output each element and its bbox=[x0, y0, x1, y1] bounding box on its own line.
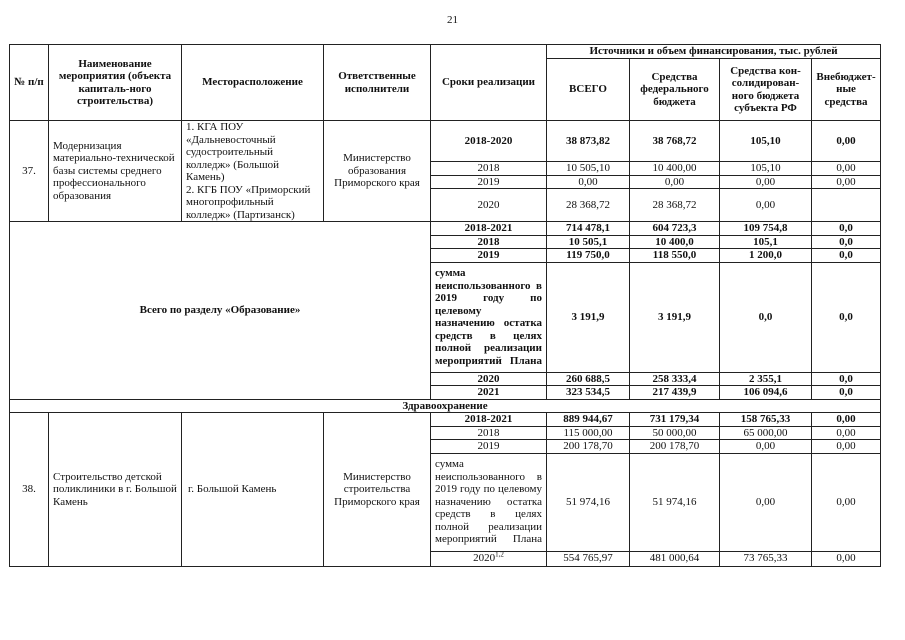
col-header-terms: Сроки реализации bbox=[431, 45, 547, 121]
regional-cell: 109 754,8 bbox=[720, 222, 812, 236]
total-cell: 119 750,0 bbox=[547, 249, 630, 263]
regional-cell: 0,00 bbox=[720, 453, 812, 551]
term-cell: сумма неиспользованного в 2019 году по целевому назначению остатка средств в целях полной реализации мероприятий Плана bbox=[431, 453, 547, 551]
regional-cell: 106 094,6 bbox=[720, 386, 812, 400]
regional-cell: 158 765,33 bbox=[720, 413, 812, 427]
federal-cell: 3 191,9 bbox=[630, 262, 720, 372]
measure-name: Модернизация материально-технической базы системы среднего профессионального образования bbox=[49, 121, 182, 222]
offbudget-cell: 0,0 bbox=[812, 386, 881, 400]
term-cell: 2018-2021 bbox=[431, 222, 547, 236]
term-cell: 2020 bbox=[431, 372, 547, 386]
term-cell: 2018-2020 bbox=[431, 121, 547, 162]
term-cell: 2020 bbox=[431, 189, 547, 222]
term-text: 2020 bbox=[473, 552, 496, 565]
header-row bbox=[10, 45, 881, 59]
term-cell: сумма неиспользованного в 2019 году по целевому назначению остатка средств в целях полной реализации мероприятий Плана bbox=[431, 262, 547, 372]
total-cell: 0,00 bbox=[547, 175, 630, 189]
col-header-executors: Ответственные исполнители bbox=[324, 45, 431, 121]
regional-cell: 105,10 bbox=[720, 161, 812, 175]
regional-cell: 73 765,33 bbox=[720, 551, 812, 566]
table-row bbox=[10, 121, 881, 162]
federal-cell: 10 400,0 bbox=[630, 235, 720, 249]
regional-cell: 105,1 bbox=[720, 235, 812, 249]
total-cell: 28 368,72 bbox=[547, 189, 630, 222]
measure-location: г. Большой Камень bbox=[182, 413, 324, 567]
regional-cell: 0,00 bbox=[720, 175, 812, 189]
section-heading: Здравоохранение bbox=[10, 399, 881, 413]
col-header-regional: Средства кон-солидирован-ного бюджета субъекта РФ bbox=[720, 59, 812, 121]
col-header-name: Наименование мероприятия (объекта капиталь-ного строительства) bbox=[49, 45, 182, 121]
offbudget-cell: 0,0 bbox=[812, 235, 881, 249]
measure-name: Строительство детской поликлиники в г. Большой Камень bbox=[49, 413, 182, 567]
section-total-label: Всего по разделу «Образование» bbox=[10, 222, 431, 400]
federal-cell: 258 333,4 bbox=[630, 372, 720, 386]
offbudget-cell: 0,00 bbox=[812, 175, 881, 189]
row-num: 38. bbox=[10, 413, 49, 567]
term-cell: 2019 bbox=[431, 249, 547, 263]
term-cell: 2019 bbox=[431, 440, 547, 454]
section-heading-row bbox=[10, 399, 881, 413]
total-cell: 38 873,82 bbox=[547, 121, 630, 162]
total-cell: 10 505,10 bbox=[547, 161, 630, 175]
total-cell: 889 944,67 bbox=[547, 413, 630, 427]
federal-cell: 604 723,3 bbox=[630, 222, 720, 236]
regional-cell: 1 200,0 bbox=[720, 249, 812, 263]
federal-cell: 38 768,72 bbox=[630, 121, 720, 162]
total-cell: 115 000,00 bbox=[547, 426, 630, 440]
table-row bbox=[10, 222, 881, 236]
offbudget-cell: 0,00 bbox=[812, 453, 881, 551]
federal-cell: 200 178,70 bbox=[630, 440, 720, 454]
col-header-federal: Средства федерального бюджета bbox=[630, 59, 720, 121]
regional-cell: 65 000,00 bbox=[720, 426, 812, 440]
regional-cell: 0,0 bbox=[720, 262, 812, 372]
offbudget-cell: 0,00 bbox=[812, 440, 881, 454]
col-header-sources: Источники и объем финансирования, тыс. рублей bbox=[547, 45, 881, 59]
offbudget-cell: 0,0 bbox=[812, 222, 881, 236]
col-header-location: Месторасположение bbox=[182, 45, 324, 121]
page-number: 21 bbox=[447, 14, 458, 26]
total-cell: 3 191,9 bbox=[547, 262, 630, 372]
offbudget-cell bbox=[812, 189, 881, 222]
col-header-offbudget: Внебюджет-ные средства bbox=[812, 59, 881, 121]
regional-cell: 105,10 bbox=[720, 121, 812, 162]
total-cell: 200 178,70 bbox=[547, 440, 630, 454]
offbudget-cell: 0,0 bbox=[812, 262, 881, 372]
term-footnote-ref: 1,2 bbox=[495, 551, 504, 559]
federal-cell: 118 550,0 bbox=[630, 249, 720, 263]
offbudget-cell: 0,00 bbox=[812, 426, 881, 440]
offbudget-cell: 0,00 bbox=[812, 161, 881, 175]
term-cell: 2018 bbox=[431, 161, 547, 175]
term-cell: 2021 bbox=[431, 386, 547, 400]
total-cell: 51 974,16 bbox=[547, 453, 630, 551]
federal-cell: 481 000,64 bbox=[630, 551, 720, 566]
total-cell: 554 765,97 bbox=[547, 551, 630, 566]
measure-executor: Министерство образования Приморского края bbox=[324, 121, 431, 222]
measure-location: 1. КГА ПОУ «Дальневосточный судостроительный колледж» (Большой Камень) 2. КГБ ПОУ «Приморский многопрофильный колледж» (Партизанск) bbox=[182, 121, 324, 222]
regional-cell: 2 355,1 bbox=[720, 372, 812, 386]
federal-cell: 10 400,00 bbox=[630, 161, 720, 175]
term-cell: 2018-2021 bbox=[431, 413, 547, 427]
term-cell: 2018 bbox=[431, 235, 547, 249]
term-cell: 2018 bbox=[431, 426, 547, 440]
offbudget-cell: 0,0 bbox=[812, 372, 881, 386]
federal-cell: 28 368,72 bbox=[630, 189, 720, 222]
term-cell bbox=[431, 551, 547, 566]
federal-cell: 217 439,9 bbox=[630, 386, 720, 400]
federal-cell: 0,00 bbox=[630, 175, 720, 189]
financing-table bbox=[9, 44, 881, 567]
total-cell: 10 505,1 bbox=[547, 235, 630, 249]
offbudget-cell: 0,00 bbox=[812, 121, 881, 162]
offbudget-cell: 0,0 bbox=[812, 249, 881, 263]
row-num: 37. bbox=[10, 121, 49, 222]
federal-cell: 50 000,00 bbox=[630, 426, 720, 440]
regional-cell: 0,00 bbox=[720, 440, 812, 454]
federal-cell: 731 179,34 bbox=[630, 413, 720, 427]
total-cell: 323 534,5 bbox=[547, 386, 630, 400]
regional-cell: 0,00 bbox=[720, 189, 812, 222]
offbudget-cell: 0,00 bbox=[812, 551, 881, 566]
term-cell: 2019 bbox=[431, 175, 547, 189]
table-row bbox=[10, 413, 881, 427]
offbudget-cell: 0,00 bbox=[812, 413, 881, 427]
total-cell: 714 478,1 bbox=[547, 222, 630, 236]
federal-cell: 51 974,16 bbox=[630, 453, 720, 551]
col-header-total: ВСЕГО bbox=[547, 59, 630, 121]
total-cell: 260 688,5 bbox=[547, 372, 630, 386]
measure-executor: Министерство строительства Приморского края bbox=[324, 413, 431, 567]
col-header-num: № п/п bbox=[10, 45, 49, 121]
